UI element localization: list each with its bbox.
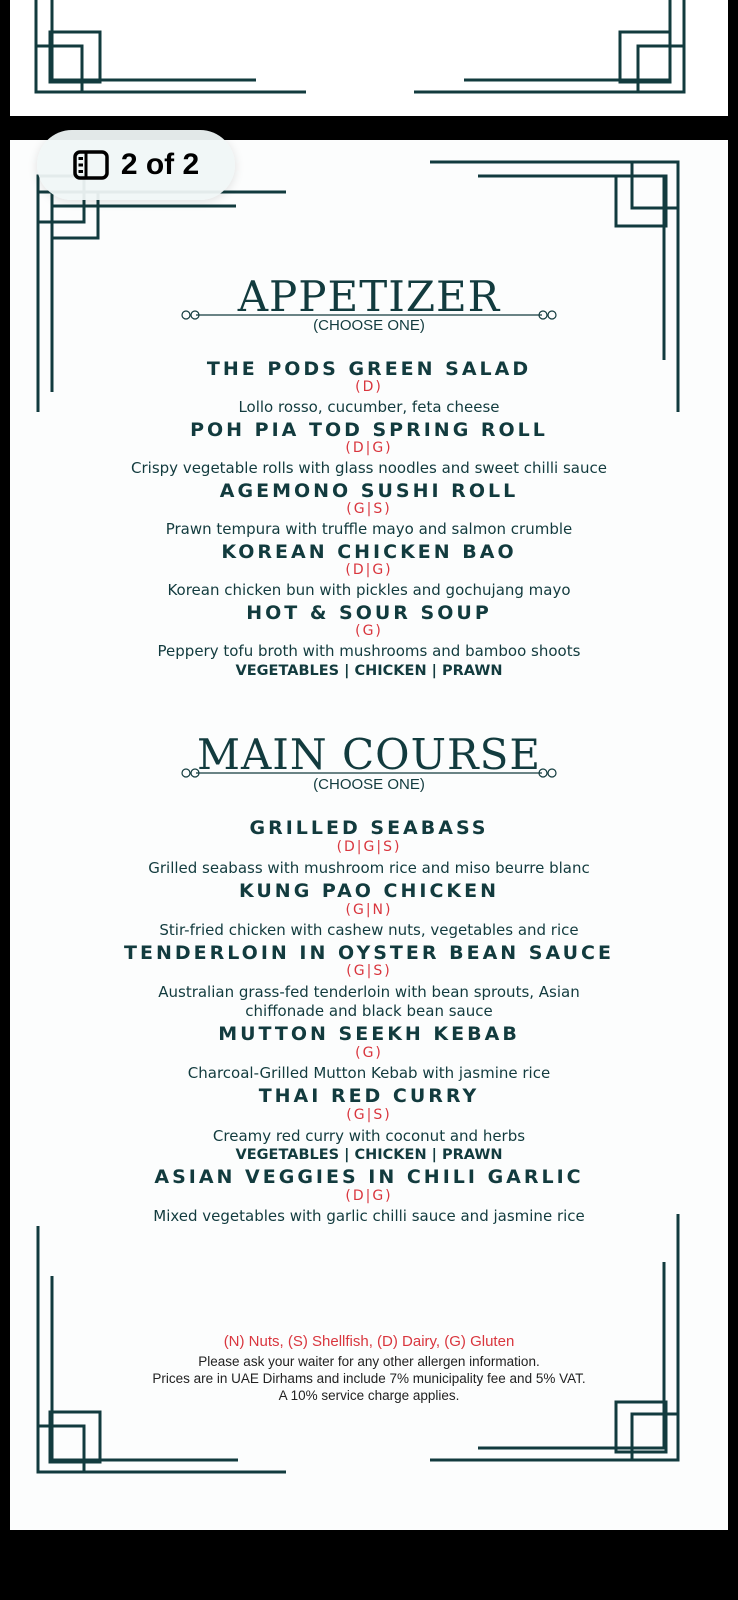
dish-name: THAI RED CURRY — [258, 1085, 480, 1107]
footer-note: A 10% service charge applies. — [278, 1388, 460, 1403]
dish-description: Australian grass-fed tenderloin with bean sprouts, Asian — [158, 983, 580, 1001]
allergen-tag: (G|S) — [346, 1107, 392, 1123]
dish-name: KUNG PAO CHICKEN — [238, 880, 500, 902]
page-indicator-label: 2 of 2 — [120, 148, 200, 181]
allergen-tag: (D|G|S) — [336, 839, 402, 855]
dish-name: THE PODS GREEN SALAD — [206, 358, 532, 380]
previous-menu-page — [10, 0, 728, 116]
dish-options: VEGETABLES | CHICKEN | PRAWN — [235, 1147, 503, 1163]
dish-description: Lollo rosso, cucumber, feta cheese — [238, 398, 500, 416]
allergen-tag: (G) — [355, 1045, 383, 1061]
dish-name: KOREAN CHICKEN BAO — [221, 541, 517, 563]
allergen-tag: (G) — [355, 623, 383, 639]
footer-note: Please ask your waiter for any other allergen information. — [198, 1354, 540, 1369]
dish-name: GRILLED SEABASS — [249, 817, 489, 839]
allergen-tag: (G|S) — [346, 501, 392, 517]
dish-name: HOT & SOUR SOUP — [246, 602, 492, 624]
art-deco-border-bottom — [10, 0, 728, 116]
main-course-subtitle: (CHOOSE ONE) — [313, 776, 425, 793]
document-pages-icon — [73, 150, 109, 180]
appetizer-subtitle: (CHOOSE ONE) — [313, 317, 425, 334]
page-indicator[interactable] — [37, 130, 235, 200]
dish-name: TENDERLOIN IN OYSTER BEAN SAUCE — [124, 942, 614, 964]
dish-options: VEGETABLES | CHICKEN | PRAWN — [235, 663, 503, 679]
dish-description: Korean chicken bun with pickles and gochujang mayo — [167, 581, 571, 599]
dish-name: AGEMONO SUSHI ROLL — [219, 480, 519, 502]
dish-description: Stir-fried chicken with cashew nuts, vegetables and rice — [159, 921, 579, 939]
allergen-tag: (G|S) — [346, 963, 392, 979]
dish-description: Grilled seabass with mushroom rice and miso beurre blanc — [148, 859, 590, 877]
allergen-tag: (D|G) — [345, 440, 393, 456]
footer-note: Prices are in UAE Dirhams and include 7% municipality fee and 5% VAT. — [152, 1371, 586, 1386]
dish-description: Charcoal-Grilled Mutton Kebab with jasmine rice — [187, 1064, 551, 1082]
menu-page — [10, 140, 728, 1530]
allergen-tag: (D|G) — [345, 1188, 393, 1204]
dish-description: Prawn tempura with truffle mayo and salmon crumble — [165, 520, 573, 538]
main-course-title: MAIN COURSE — [196, 730, 542, 779]
allergen-tag: (D|G) — [345, 562, 393, 578]
allergen-tag: (D) — [355, 379, 383, 395]
dish-name: ASIAN VEGGIES IN CHILI GARLIC — [154, 1166, 584, 1188]
appetizer-title: APPETIZER — [237, 272, 501, 321]
dish-description: Peppery tofu broth with mushrooms and bamboo shoots — [157, 642, 581, 660]
dish-description: Creamy red curry with coconut and herbs — [212, 1127, 526, 1145]
dish-description: chiffonade and black bean sauce — [245, 1002, 493, 1020]
allergen-key: (N) Nuts, (S) Shellfish, (D) Dairy, (G) Gluten — [223, 1333, 515, 1350]
dish-name: POH PIA TOD SPRING ROLL — [190, 419, 548, 441]
dish-description: Mixed vegetables with garlic chilli sauce and jasmine rice — [153, 1207, 585, 1225]
dish-description: Crispy vegetable rolls with glass noodles and sweet chilli sauce — [131, 459, 607, 477]
allergen-tag: (G|N) — [345, 902, 393, 918]
dish-name: MUTTON SEEKH KEBAB — [218, 1023, 520, 1045]
